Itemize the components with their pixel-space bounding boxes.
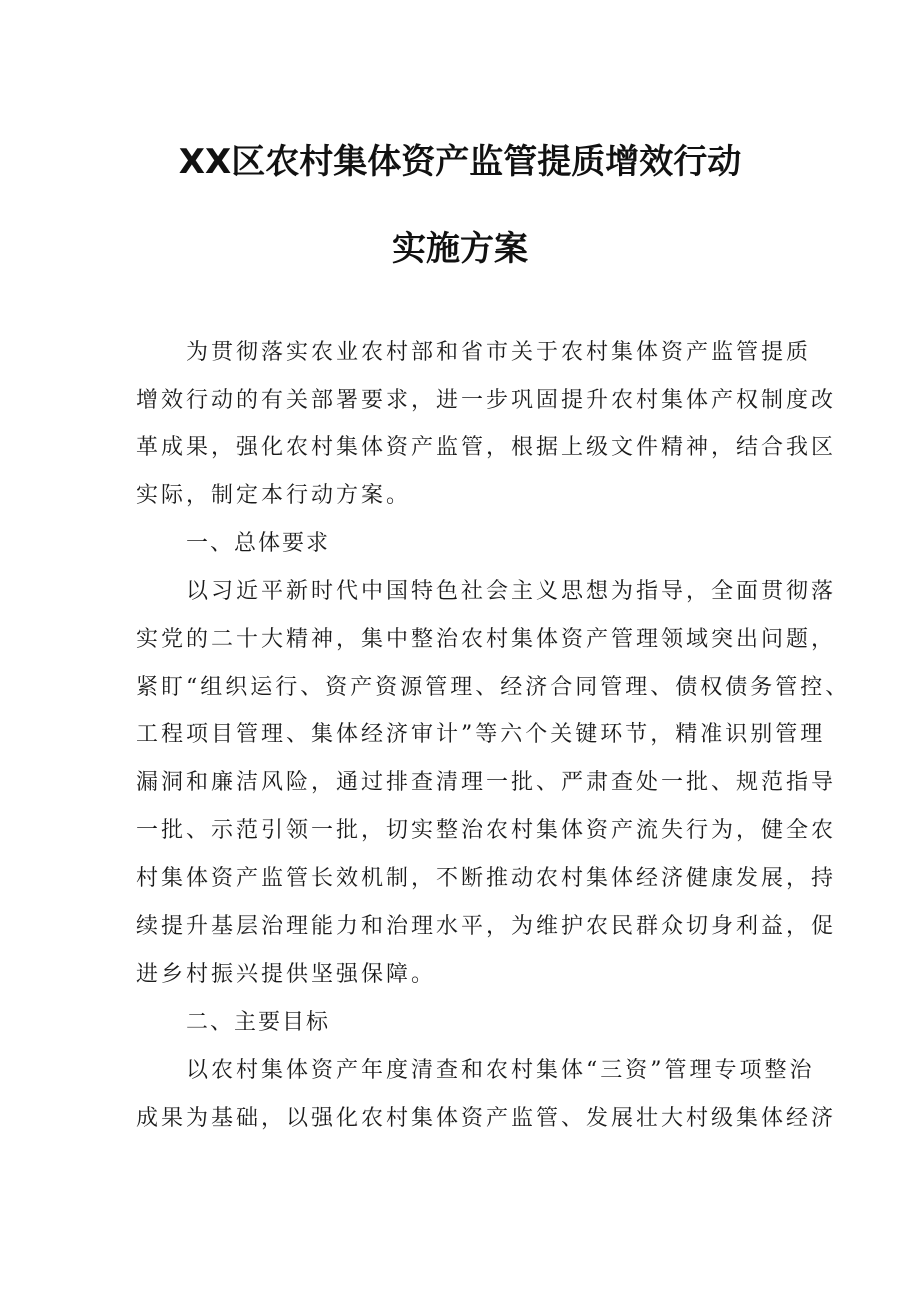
section-heading-main-objectives: 二、主要目标 <box>186 1010 331 1035</box>
intro-paragraph-line: 革成果，强化农村集体资产监管，根据上级文件精神，结合我区 <box>136 435 837 460</box>
document-title-line-1: XX区农村集体资产监管提质增效行动 <box>178 142 742 182</box>
section1-paragraph-line: 村集体资产监管长效机制，不断推动农村集体经济健康发展，持 <box>136 866 837 891</box>
intro-paragraph-line: 为贯彻落实农业农村部和省市关于农村集体资产监管提质 <box>186 340 812 365</box>
section1-paragraph-line: 紧盯“组织运行、资产资源管理、经济合同管理、债权债务管控、 <box>136 675 851 700</box>
section1-paragraph-line: 一批、示范引领一批，切实整治农村集体资产流失行为，健全农 <box>136 818 837 843</box>
intro-paragraph-line: 实际，制定本行动方案。 <box>136 483 412 508</box>
section2-paragraph-line: 成果为基础，以强化农村集体资产监管、发展壮大村级集体经济 <box>136 1106 837 1131</box>
section1-paragraph-line: 实党的二十大精神，集中整治农村集体资产管理领域突出问题， <box>136 627 837 652</box>
section1-paragraph-line: 工程项目管理、集体经济审计”等六个关键环节，精准识别管理 <box>136 722 826 747</box>
section1-paragraph-line: 进乡村振兴提供坚强保障。 <box>136 962 437 987</box>
section1-paragraph-line: 以习近平新时代中国特色社会主义思想为指导，全面贯彻落 <box>186 579 837 604</box>
document-title-line-2: 实施方案 <box>392 229 528 269</box>
section-heading-general-requirements: 一、总体要求 <box>186 531 331 556</box>
section1-paragraph-line: 漏洞和廉洁风险，通过排查清理一批、严肃查处一批、规范指导 <box>136 770 837 795</box>
section1-paragraph-line: 续提升基层治理能力和治理水平，为维护农民群众切身利益，促 <box>136 914 837 939</box>
intro-paragraph-line: 增效行动的有关部署要求，进一步巩固提升农村集体产权制度改 <box>136 388 837 413</box>
section2-paragraph-line: 以农村集体资产年度清查和农村集体“三资”管理专项整治 <box>186 1058 815 1083</box>
